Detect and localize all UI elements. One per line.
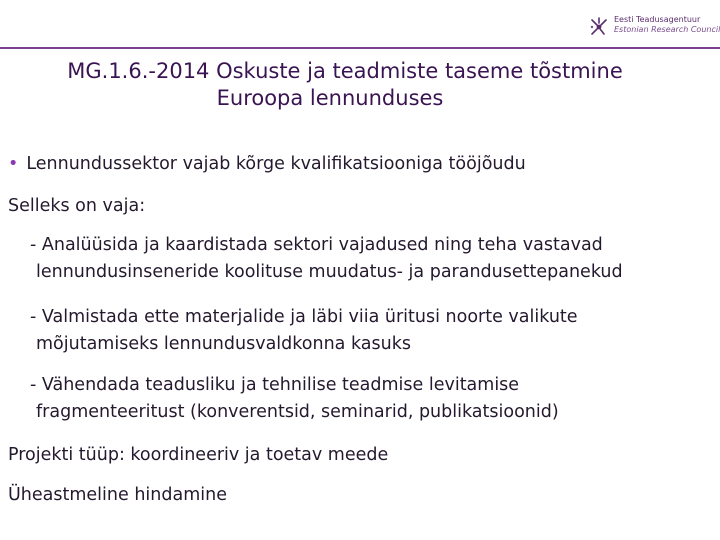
- item-2-line-2: mõjutamiseks lennundusvaldkonna kasuks: [36, 334, 411, 354]
- item-3-line-1: - Vähendada teadusliku ja tehnilise teadmise levitamise: [30, 375, 520, 395]
- evaluation-type: Üheastmeline hindamine: [8, 485, 227, 505]
- research-council-logo-icon: [587, 15, 611, 39]
- logo-text: [614, 15, 720, 35]
- project-type: Projekti tüüp: koordineeriv ja toetav meede: [8, 445, 389, 465]
- item-3-line-2: fragmenteeritust (konverentsid, seminarid, publikatsioonid): [36, 402, 559, 422]
- item-2-line-1: - Valmistada ette materjalide ja läbi viia üritusi noorte valikute: [30, 307, 578, 327]
- title-line-1: MG.1.6.-2014 Oskuste ja teadmiste taseme tõstmine: [67, 59, 623, 83]
- bullet-text: Lennundussektor vajab kõrge kvalifikatsiooniga tööjõudu: [26, 154, 526, 174]
- title-line-2: Euroopa lennunduses: [216, 86, 444, 110]
- item-1-line-2: lennundusinseneride koolituse muudatus- ja parandusettepanekud: [36, 262, 623, 282]
- logo-line-1: Eesti Teadusagentuur: [614, 15, 701, 24]
- header-divider: [0, 47, 720, 49]
- item-1-line-1: - Analüüsida ja kaardistada sektori vajadused ning teha vastavad: [30, 235, 603, 255]
- bullet-marker: •: [8, 154, 19, 174]
- bullet-point: [8, 153, 526, 175]
- logo: [587, 13, 720, 43]
- slide-title: [0, 58, 720, 112]
- intro-text: Selleks on vaja:: [8, 196, 146, 216]
- logo-line-2: Estonian Research Council: [614, 25, 720, 34]
